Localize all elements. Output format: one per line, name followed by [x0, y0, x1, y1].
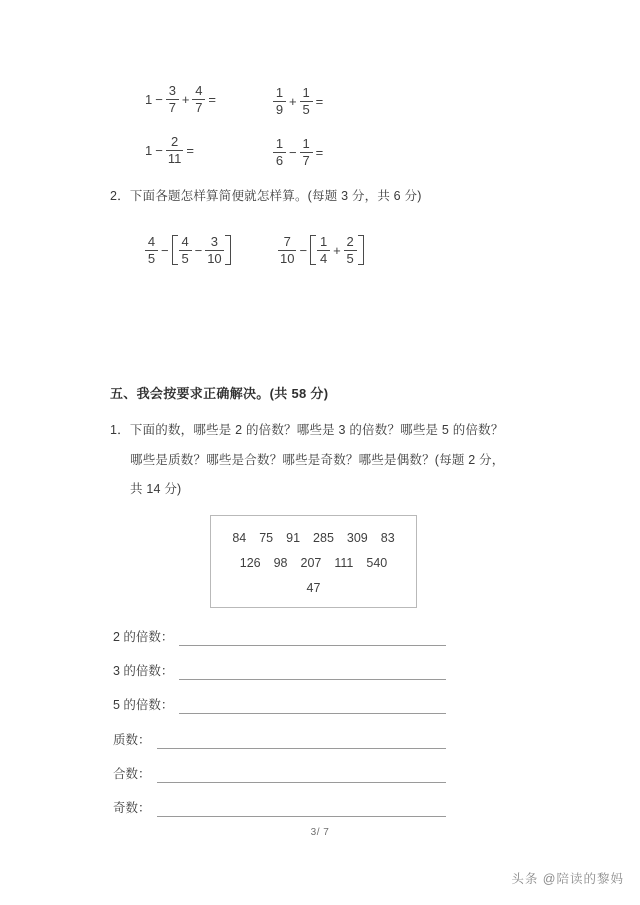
question-1-line-2: 哪些是质数？哪些是合数？哪些是奇数？哪些是偶数？(每题 2 分， [130, 453, 505, 467]
problem-4-operator: − [289, 144, 297, 160]
section-five-heading: 五、我会按要求正确解决。(共 58 分) [110, 386, 329, 401]
denominator: 9 [275, 101, 284, 117]
blank-line[interactable] [157, 737, 446, 749]
denominator: 6 [275, 152, 284, 168]
problem-1-equals: = [208, 91, 217, 107]
numerator: 1 [302, 85, 310, 100]
number-cell: 126 [239, 555, 261, 570]
numerator: 1 [302, 136, 310, 151]
answer-blank-prime-numbers[interactable] [113, 729, 446, 749]
problem-1-fraction-1 [166, 84, 179, 114]
number-cell: 309 [346, 530, 368, 545]
blank-line[interactable] [157, 771, 446, 783]
outer-operator: − [299, 242, 308, 258]
numerator: 4 [181, 234, 189, 249]
inner-operator: − [194, 242, 203, 258]
denominator: 5 [346, 250, 354, 266]
numerator: 1 [275, 85, 284, 100]
problem-1-fraction-2 [192, 84, 205, 114]
problem-4 [272, 135, 323, 167]
number-cell: 111 [334, 555, 354, 570]
number-cell: 47 [306, 580, 321, 595]
answer-blank-odd-numbers[interactable] [113, 797, 446, 817]
number-cell: 285 [313, 530, 334, 545]
exercise-2-heading: 2．下面各题怎样算简便就怎样算。(每题 3 分，共 6 分) [110, 189, 422, 203]
problem-3-whole: 1 [145, 142, 153, 158]
denominator: 5 [181, 250, 189, 266]
problem-2-fraction-2 [300, 86, 313, 116]
problem-2 [272, 84, 323, 116]
answer-blank-multiples-of-3[interactable] [113, 660, 446, 680]
problem-4-equals: = [315, 144, 324, 160]
answer-blank-multiples-of-2[interactable] [113, 626, 446, 646]
problem-3-equals: = [186, 142, 194, 158]
blank-label: 3 的倍数： [113, 664, 174, 678]
bracket-group [310, 235, 364, 265]
problem-4-fraction-1 [273, 137, 286, 167]
exercise-2-problem-2 [277, 233, 364, 265]
bracket-group [172, 235, 231, 265]
number-cell: 540 [366, 555, 388, 570]
group-fraction-1 [317, 235, 330, 265]
outer-operator: − [161, 242, 169, 258]
numerator: 3 [210, 234, 219, 249]
numerator: 3 [168, 83, 176, 98]
blank-line[interactable] [157, 805, 446, 817]
blank-line[interactable] [179, 702, 446, 714]
answer-blank-multiples-of-5[interactable] [113, 694, 446, 714]
denominator: 10 [207, 250, 222, 266]
number-cell: 75 [259, 530, 274, 545]
inner-operator: + [333, 242, 341, 258]
group-fraction-2 [344, 235, 357, 265]
question-1-line-1: 1．下面的数，哪些是 2 的倍数？哪些是 3 的倍数？哪些是 5 的倍数？ [110, 423, 504, 437]
denominator: 7 [195, 99, 203, 115]
denominator: 7 [302, 152, 310, 168]
problem-4-fraction-2 [300, 137, 313, 167]
problem-3 [145, 135, 194, 165]
number-cell: 207 [300, 555, 322, 570]
denominator: 11 [167, 150, 182, 166]
problem-1-operator-2: + [181, 91, 190, 107]
numerator: 4 [195, 83, 203, 98]
number-box [210, 515, 417, 608]
problem-2-fraction-1 [273, 86, 286, 116]
exercise-2-problem-1 [144, 233, 231, 265]
number-cell: 91 [286, 530, 301, 545]
question-1-line-3: 共 14 分) [130, 482, 182, 496]
number-row [232, 531, 394, 545]
numerator: 2 [170, 134, 179, 149]
watermark: 头条 @陪读的黎妈 [511, 872, 624, 886]
number-row [240, 556, 388, 570]
page-number: 3/ 7 [310, 827, 330, 838]
number-cell: 84 [232, 530, 247, 545]
problem-3-operator: − [155, 142, 163, 158]
denominator: 10 [280, 250, 295, 266]
lead-fraction [145, 235, 158, 265]
number-row [307, 581, 321, 595]
lead-fraction [278, 235, 296, 265]
group-fraction-1 [179, 235, 192, 265]
blank-label: 合数： [113, 767, 151, 781]
number-cell: 83 [380, 530, 395, 545]
denominator: 5 [147, 250, 156, 266]
blank-label: 质数： [113, 733, 151, 747]
numerator: 1 [319, 234, 328, 249]
problem-3-fraction-1 [166, 135, 184, 165]
numerator: 7 [283, 234, 291, 249]
blank-label: 奇数： [113, 801, 151, 815]
group-fraction-2 [205, 235, 223, 265]
blank-line[interactable] [179, 668, 446, 680]
problem-1 [145, 84, 216, 114]
denominator: 5 [302, 101, 310, 117]
problem-2-operator: + [289, 93, 297, 109]
blank-label: 5 的倍数： [113, 698, 174, 712]
number-cell: 98 [273, 555, 288, 570]
numerator: 2 [346, 234, 354, 249]
numerator: 1 [275, 136, 284, 151]
denominator: 4 [319, 250, 328, 266]
numerator: 4 [147, 234, 156, 249]
problem-2-equals: = [315, 93, 324, 109]
denominator: 7 [168, 99, 176, 115]
problem-1-whole: 1 [145, 91, 153, 107]
blank-line[interactable] [179, 634, 446, 646]
blank-label: 2 的倍数： [113, 630, 174, 644]
answer-blank-composite-numbers[interactable] [113, 763, 446, 783]
problem-1-operator-1: − [155, 91, 163, 107]
